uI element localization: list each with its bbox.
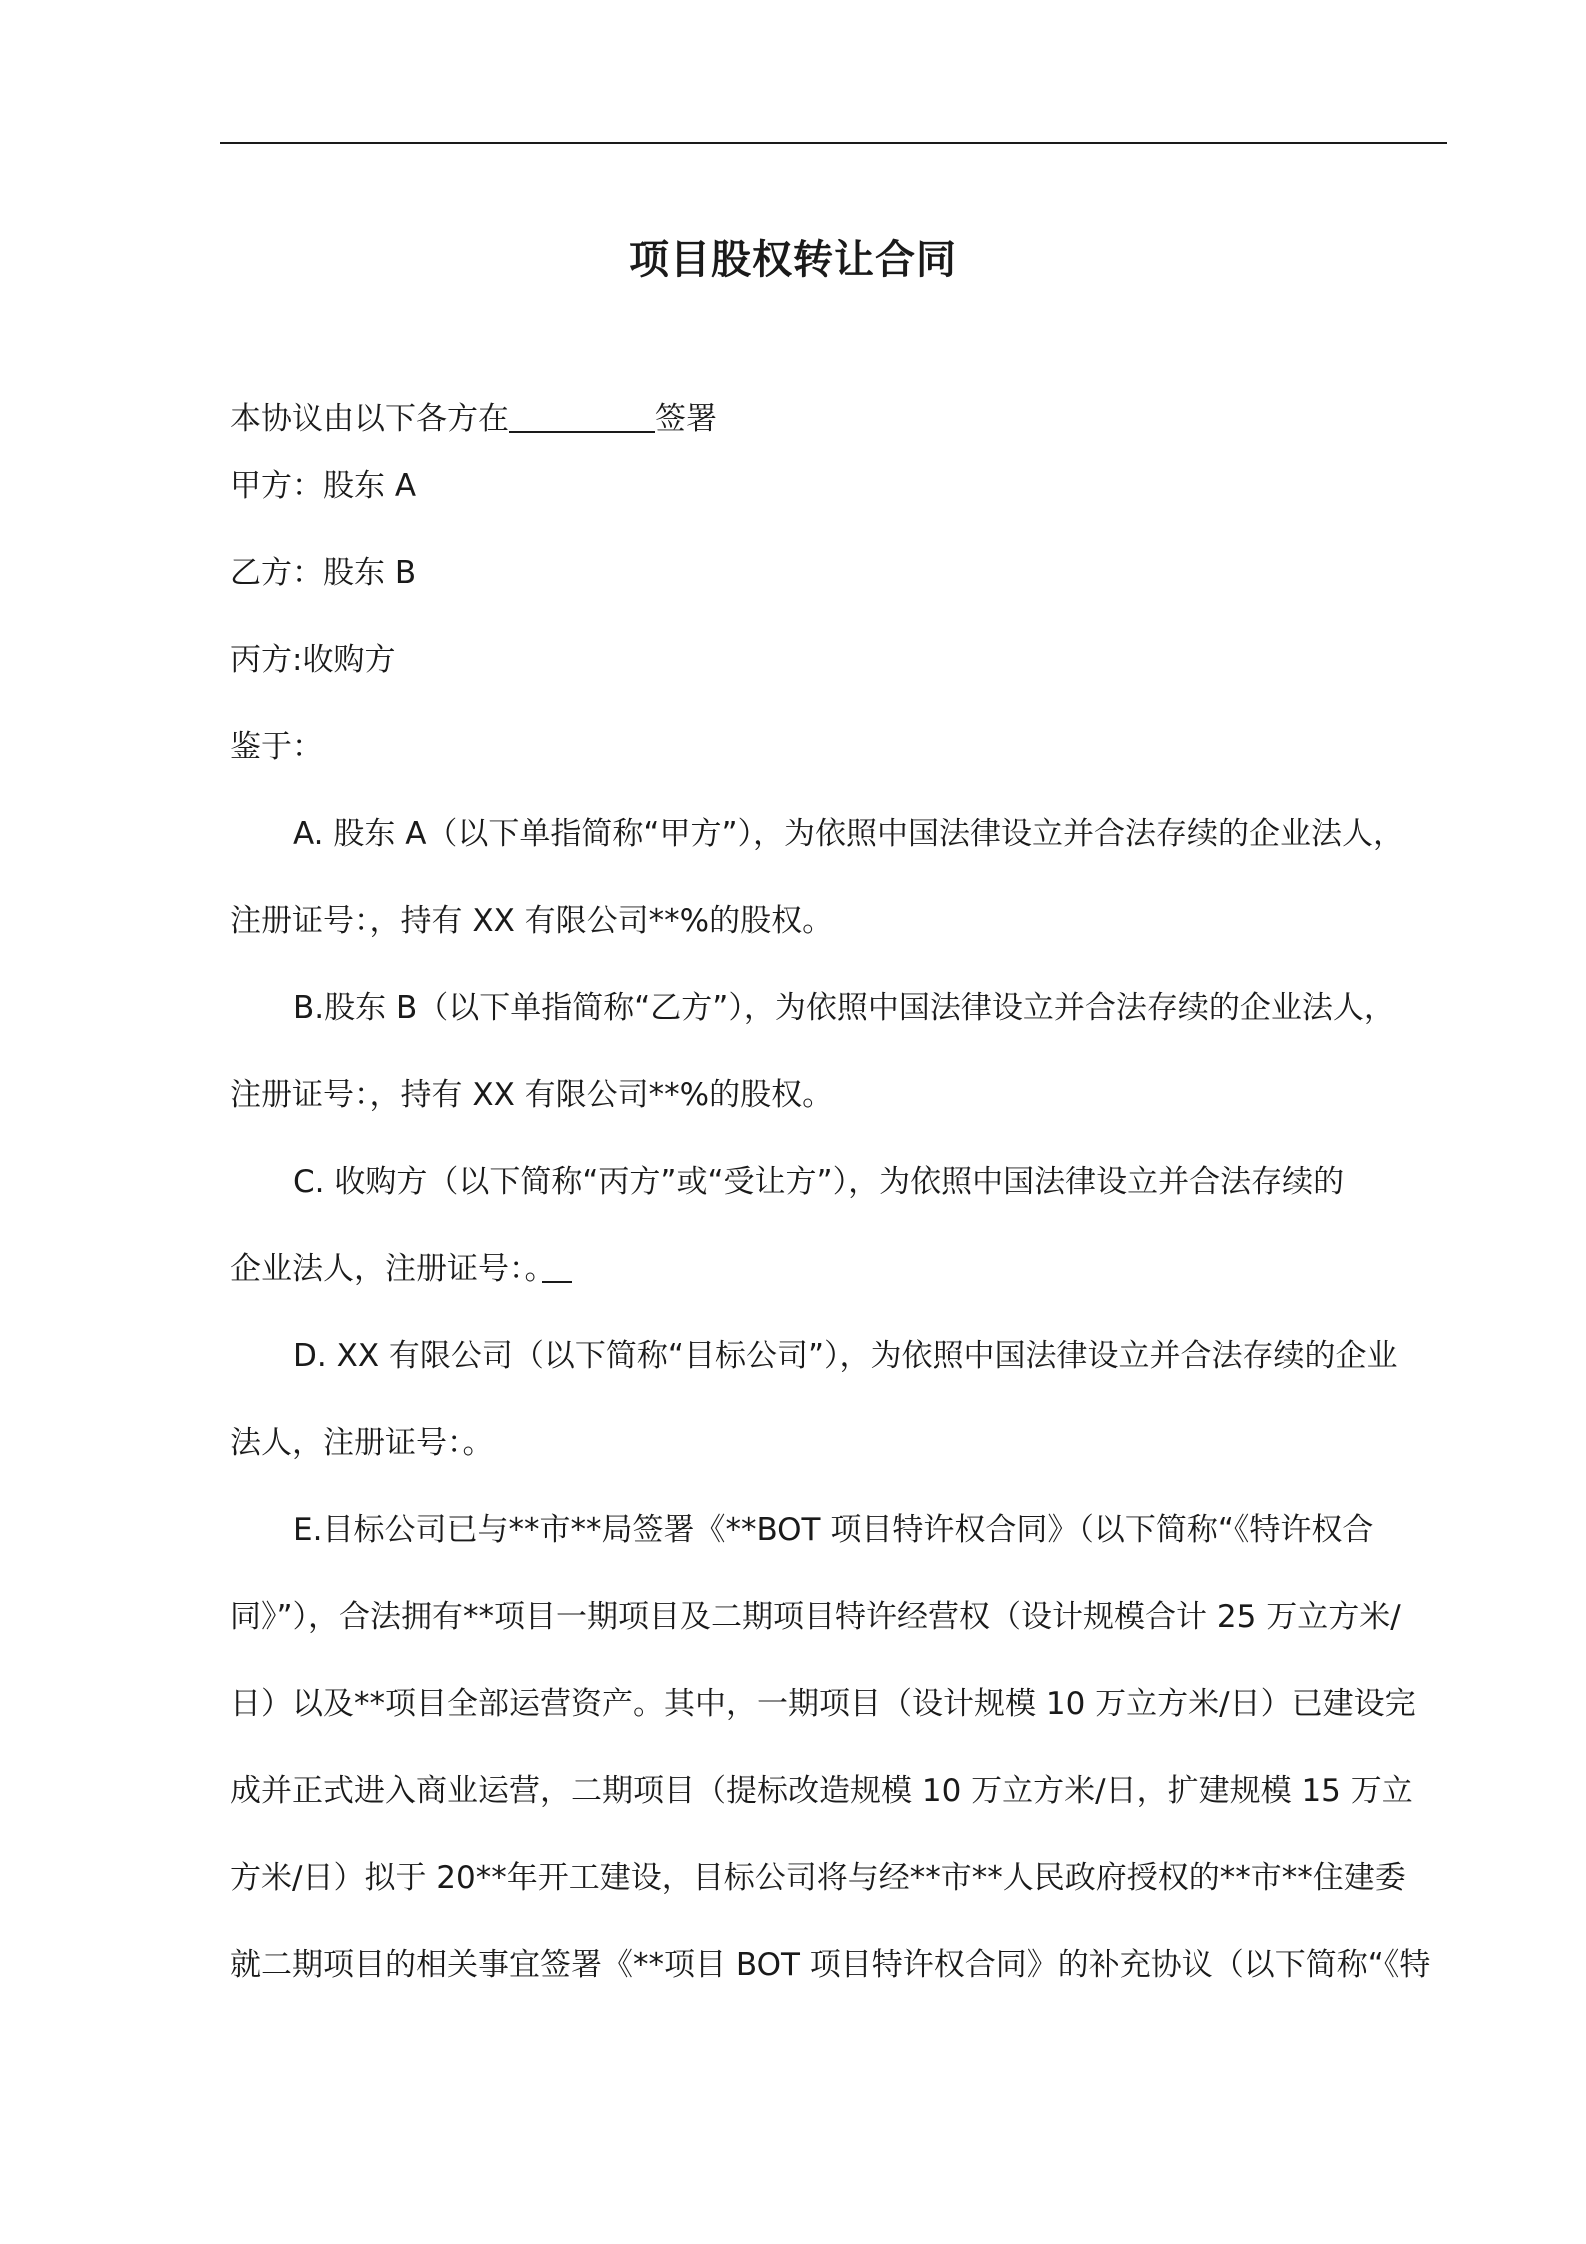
party-c-line: 丙方:收购方: [230, 642, 396, 678]
intro-line: [230, 397, 717, 441]
clause-e-line-3: 日）以及**项目全部运营资产。其中，一期项目（设计规模 10 万立方米/日）已建设完: [230, 1686, 1416, 1722]
clause-b-line-2: 注册证号：，持有 XX 有限公司**%的股权。: [230, 1077, 834, 1113]
whereas-heading: 鉴于：: [230, 729, 323, 765]
clause-d-line-1: D. XX 有限公司（以下简称“目标公司”），为依照中国法律设立并合法存续的企业: [293, 1338, 1398, 1374]
clause-a-line-1: A. 股东 A（以下单指简称“甲方”），为依照中国法律设立并合法存续的企业法人，: [293, 816, 1405, 852]
clause-b-line-1: B.股东 B（以下单指简称“乙方”），为依照中国法律设立并合法存续的企业法人，: [293, 990, 1395, 1026]
clause-e-line-5: 方米/日）拟于 20**年开工建设，目标公司将与经**市**人民政府授权的**市**住建委: [230, 1860, 1406, 1896]
intro-text-after: 签署: [655, 401, 717, 437]
header-rule: [220, 142, 1447, 144]
clause-e-line-4: 成并正式进入商业运营，二期项目（提标改造规模 10 万立方米/日，扩建规模 15 万立: [230, 1773, 1413, 1809]
signing-place-blank: [509, 401, 655, 433]
clause-c-line-1: C. 收购方（以下简称“丙方”或“受让方”），为依照中国法律设立并合法存续的: [293, 1164, 1345, 1200]
intro-text-before: 本协议由以下各方在: [230, 401, 509, 437]
clause-e-line-1: E.目标公司已与**市**局签署《**BOT 项目特许权合同》（以下简称“《特许权合: [293, 1512, 1374, 1548]
clause-e-line-6: 就二期项目的相关事宜签署《**项目 BOT 项目特许权合同》的补充协议（以下简称“《特: [230, 1947, 1431, 1983]
clause-e-line-2: 同》”），合法拥有**项目一期项目及二期项目特许经营权（设计规模合计 25 万立方米/: [230, 1599, 1401, 1635]
registration-number-blank: [542, 1251, 572, 1283]
clause-c-line-2-text: 企业法人，注册证号：。: [230, 1251, 556, 1287]
clause-a-line-2: 注册证号：，持有 XX 有限公司**%的股权。: [230, 903, 834, 939]
clause-c-line-2: [230, 1247, 572, 1291]
party-a-line: 甲方：股东 A: [230, 468, 417, 504]
clause-d-line-2: 法人，注册证号：。: [230, 1425, 494, 1461]
party-b-line: 乙方：股东 B: [230, 555, 417, 591]
document-title: 项目股权转让合同: [629, 237, 957, 283]
